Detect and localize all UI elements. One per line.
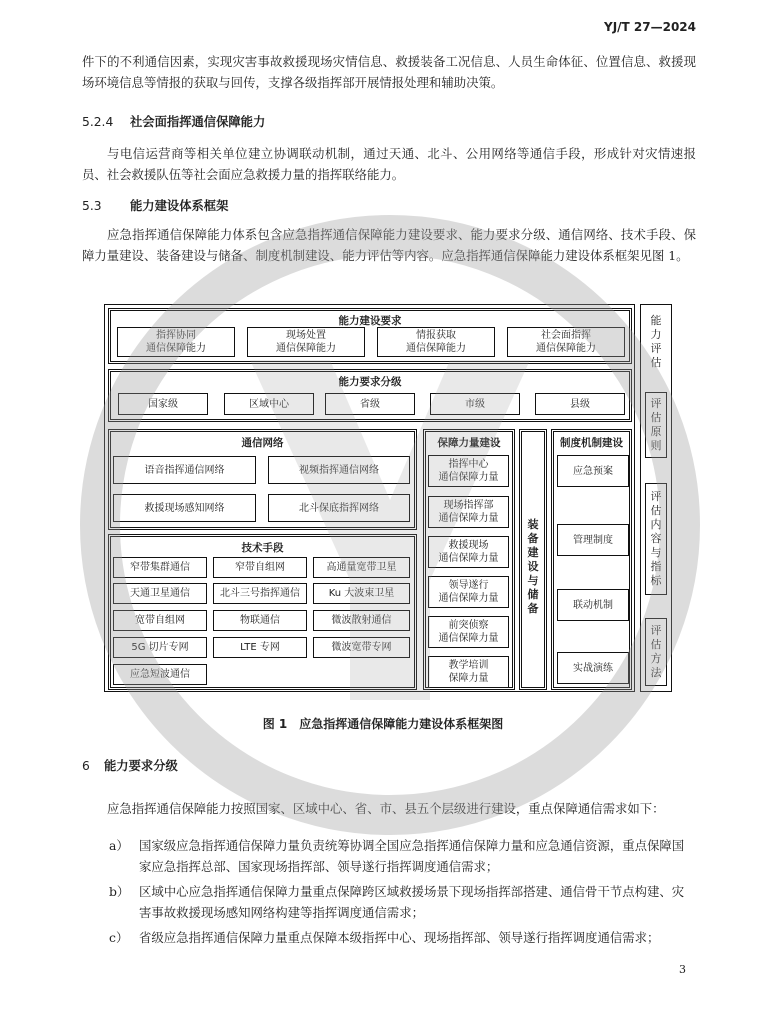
capability-item: 指挥协同 通信保障能力: [117, 327, 235, 357]
section-number: 5.2.4: [82, 115, 114, 129]
list-item: a） 国家级应急指挥通信保障力量负责统筹协调全国应急指挥通信保障力量和应急通信资源，重点保障国家应急指挥总部、国家现场指挥部、领导遂行指挥调度通信需求；: [109, 838, 685, 874]
evaluation-method: 评 估 方 法: [645, 618, 667, 686]
tech-item: 5G 切片专网: [113, 637, 207, 658]
standard-code: YJ/T 27—2024: [604, 20, 696, 34]
section-title: 能力建设体系框架: [130, 199, 229, 213]
evaluation-principle: 评 估 原 则: [645, 392, 667, 458]
system-title: 制度机制建设: [560, 437, 623, 449]
paragraph-6: 应急指挥通信保障能力按照国家、区域中心、省、市、县五个层级进行建设，重点保障通信需求如下：: [107, 801, 665, 816]
network-item: 救援现场感知网络: [113, 494, 256, 522]
grading-item: 国家级: [118, 393, 208, 415]
force-item: 教学培训 保障力量: [428, 656, 509, 688]
tech-item: 应急短波通信: [113, 664, 207, 685]
tech-item: 窄带集群通信: [113, 557, 207, 578]
page-number: 3: [679, 963, 686, 976]
equipment-box: [519, 429, 547, 690]
equipment-title: 装 备 建 设 与 储 备: [527, 518, 539, 615]
force-item: 现场指挥部 通信保障力量: [428, 496, 509, 528]
section-title: 能力要求分级: [104, 759, 178, 773]
tech-item: 宽带自组网: [113, 610, 207, 631]
tech-item: 微波散射通信: [313, 610, 410, 631]
tech-item: 高通量宽带卫星: [313, 557, 410, 578]
system-item: 应急预案: [557, 455, 629, 487]
capability-requirements-title: 能力建设要求: [338, 315, 402, 327]
grading-list: [82, 835, 696, 948]
list-item: c） 省级应急指挥通信保障力量重点保障本级指挥中心、现场指挥部、领导遂行指挥调度通信需求；: [109, 930, 660, 945]
force-item: 救援现场 通信保障力量: [428, 536, 509, 568]
section-title: 社会面指挥通信保障能力: [130, 115, 266, 129]
figure-caption: 图 1 应急指挥通信保障能力建设体系框架图: [262, 717, 504, 731]
paragraph-continuation: 件下的不利通信因素，实现灾害事故救援现场灾情信息、救援装备工况信息、人员生命体征、位置信息、救援现场环境信息等情报的获取与回传，支撑各级指挥部开展情报处理和辅助决策。: [82, 54, 696, 90]
system-item: 实战演练: [557, 652, 629, 684]
force-title: 保障力量建设: [437, 437, 501, 449]
grading-item: 县级: [535, 393, 625, 415]
tech-item: 窄带自组网: [213, 557, 307, 578]
section-number: 5.3: [82, 199, 102, 213]
grading-item: 区域中心: [224, 393, 314, 415]
force-item: 指挥中心 通信保障力量: [428, 455, 509, 487]
capability-item: 社会面指挥 通信保障能力: [507, 327, 625, 357]
capability-item: 现场处置 通信保障能力: [247, 327, 365, 357]
tech-item: 天通卫星通信: [113, 583, 207, 604]
tech-item: LTE 专网: [213, 637, 307, 658]
tech-item: 物联通信: [213, 610, 307, 631]
network-item: 北斗保底指挥网络: [268, 494, 410, 522]
network-item: 语音指挥通信网络: [113, 456, 256, 484]
grading-title: 能力要求分级: [338, 376, 402, 388]
network-item: 视频指挥通信网络: [268, 456, 410, 484]
section-heading-6: [82, 756, 178, 774]
system-item: 联动机制: [557, 589, 629, 621]
tech-item: 微波宽带专网: [313, 637, 410, 658]
force-item: 前突侦察 通信保障力量: [428, 616, 509, 648]
paragraph-5-2-4: 与电信运营商等相关单位建立协调联动机制，通过天通、北斗、公用网络等通信手段，形成针对灾情速报员、社会救援队伍等社会面应急救援力量的指挥联络能力。: [82, 146, 696, 182]
grading-item: 省级: [325, 393, 415, 415]
capability-item: 情报获取 通信保障能力: [377, 327, 495, 357]
tech-item: 北斗三号指挥通信: [213, 583, 307, 604]
tech-item: Ku 大波束卫星: [313, 583, 410, 604]
network-title: 通信网络: [241, 437, 284, 449]
grading-item: 市级: [430, 393, 520, 415]
list-item: b） 区域中心应急指挥通信保障力量重点保障跨区域救援场景下现场指挥部搭建、通信骨干节点构建、灾害事故救援现场感知网络构建等指挥调度通信需求；: [109, 884, 685, 920]
tech-title: 技术手段: [241, 542, 284, 554]
evaluation-title: 能 力 评 估: [650, 314, 662, 369]
system-item: 管理制度: [557, 524, 629, 556]
paragraph-5-3: 应急指挥通信保障能力体系包含应急指挥通信保障能力建设要求、能力要求分级、通信网络、技术手段、保障力量建设、装备建设与储备、制度机制建设、能力评估等内容。应急指挥通信保障能力建设体系框架见图 1。: [82, 227, 696, 263]
section-number: 6: [82, 759, 90, 773]
evaluation-content: 评 估 内 容 与 指 标: [645, 483, 667, 595]
force-item: 领导遂行 通信保障力量: [428, 576, 509, 608]
